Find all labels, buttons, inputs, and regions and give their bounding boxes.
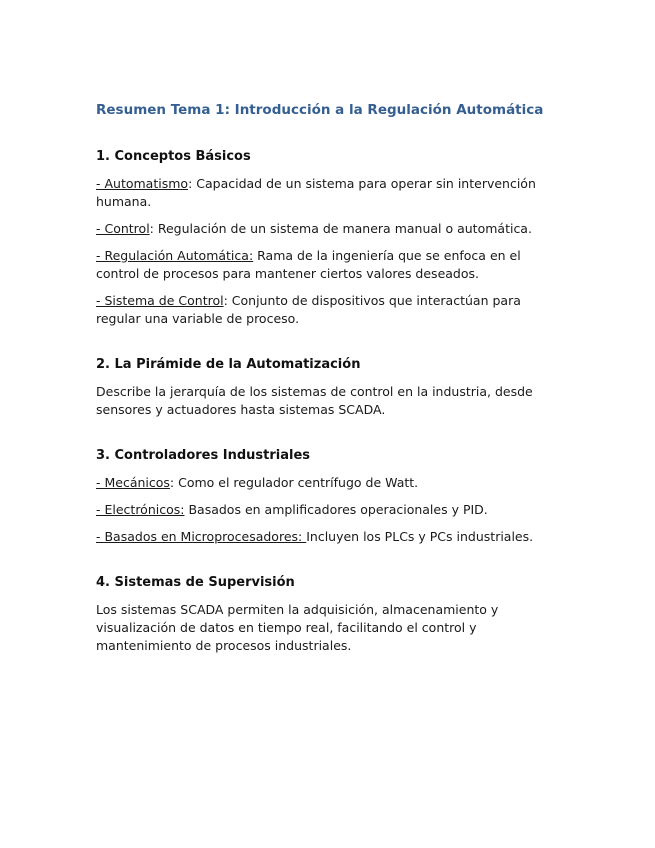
definition-text: Basados en amplificadores operacionales y PID.: [188, 502, 488, 517]
definition-text: Como el regulador centrífugo de Watt.: [178, 475, 419, 490]
term-label: - Electrónicos:: [96, 502, 185, 517]
section-heading: 2. La Pirámide de la Automatización: [96, 357, 361, 372]
definition-text: Conjunto de dispositivos que interactúan para regular una variable de proceso.: [96, 293, 521, 326]
section-heading: 1. Conceptos Básicos: [96, 149, 251, 164]
term-separator: :: [188, 176, 197, 191]
definition-automatismo: [96, 175, 566, 211]
section-heading: 4. Sistemas de Supervisión: [96, 575, 295, 590]
section-piramide-automatizacion: [96, 356, 566, 419]
term-label: - Basados en Microprocesadores:: [96, 529, 307, 544]
definition-microprocesadores: [96, 528, 566, 546]
section-sistemas-supervision: [96, 574, 566, 655]
section-conceptos-basicos: [96, 148, 566, 328]
term-separator: :: [149, 221, 158, 236]
definition-text: Rama de la ingeniería que se enfoca en el control de procesos para mantener ciertos valores deseados.: [96, 248, 521, 281]
definition-text: Incluyen los PLCs y PCs industriales.: [306, 529, 534, 544]
document-page: [96, 100, 566, 664]
definition-text: Regulación de un sistema de manera manual o automática.: [157, 221, 532, 236]
term-separator: :: [223, 293, 232, 308]
term-label: - Control: [96, 221, 150, 236]
definition-regulacion-automatica: [96, 247, 566, 283]
section-controladores-industriales: [96, 447, 566, 546]
term-label: - Mecánicos: [96, 475, 170, 490]
definition-control: [96, 220, 566, 238]
section-heading: 3. Controladores Industriales: [96, 448, 311, 463]
term-label: - Automatismo: [96, 176, 189, 191]
section-paragraph: Los sistemas SCADA permiten la adquisición, almacenamiento y visualización de datos en tiempo real, facilitando el control y mantenimiento de procesos industriales.: [96, 602, 499, 653]
section-paragraph: Describe la jerarquía de los sistemas de control en la industria, desde sensores y actuadores hasta sistemas SCADA.: [96, 384, 533, 417]
term-label: - Sistema de Control: [96, 293, 224, 308]
term-label: - Regulación Automática:: [96, 248, 254, 263]
document-title: Resumen Tema 1: Introducción a la Regulación Automática: [96, 102, 544, 118]
definition-text: Capacidad de un sistema para operar sin intervención humana.: [96, 176, 536, 209]
definition-mecanicos: [96, 474, 566, 492]
definition-electronicos: [96, 501, 566, 519]
definition-sistema-de-control: [96, 292, 566, 328]
term-separator: :: [169, 475, 179, 490]
